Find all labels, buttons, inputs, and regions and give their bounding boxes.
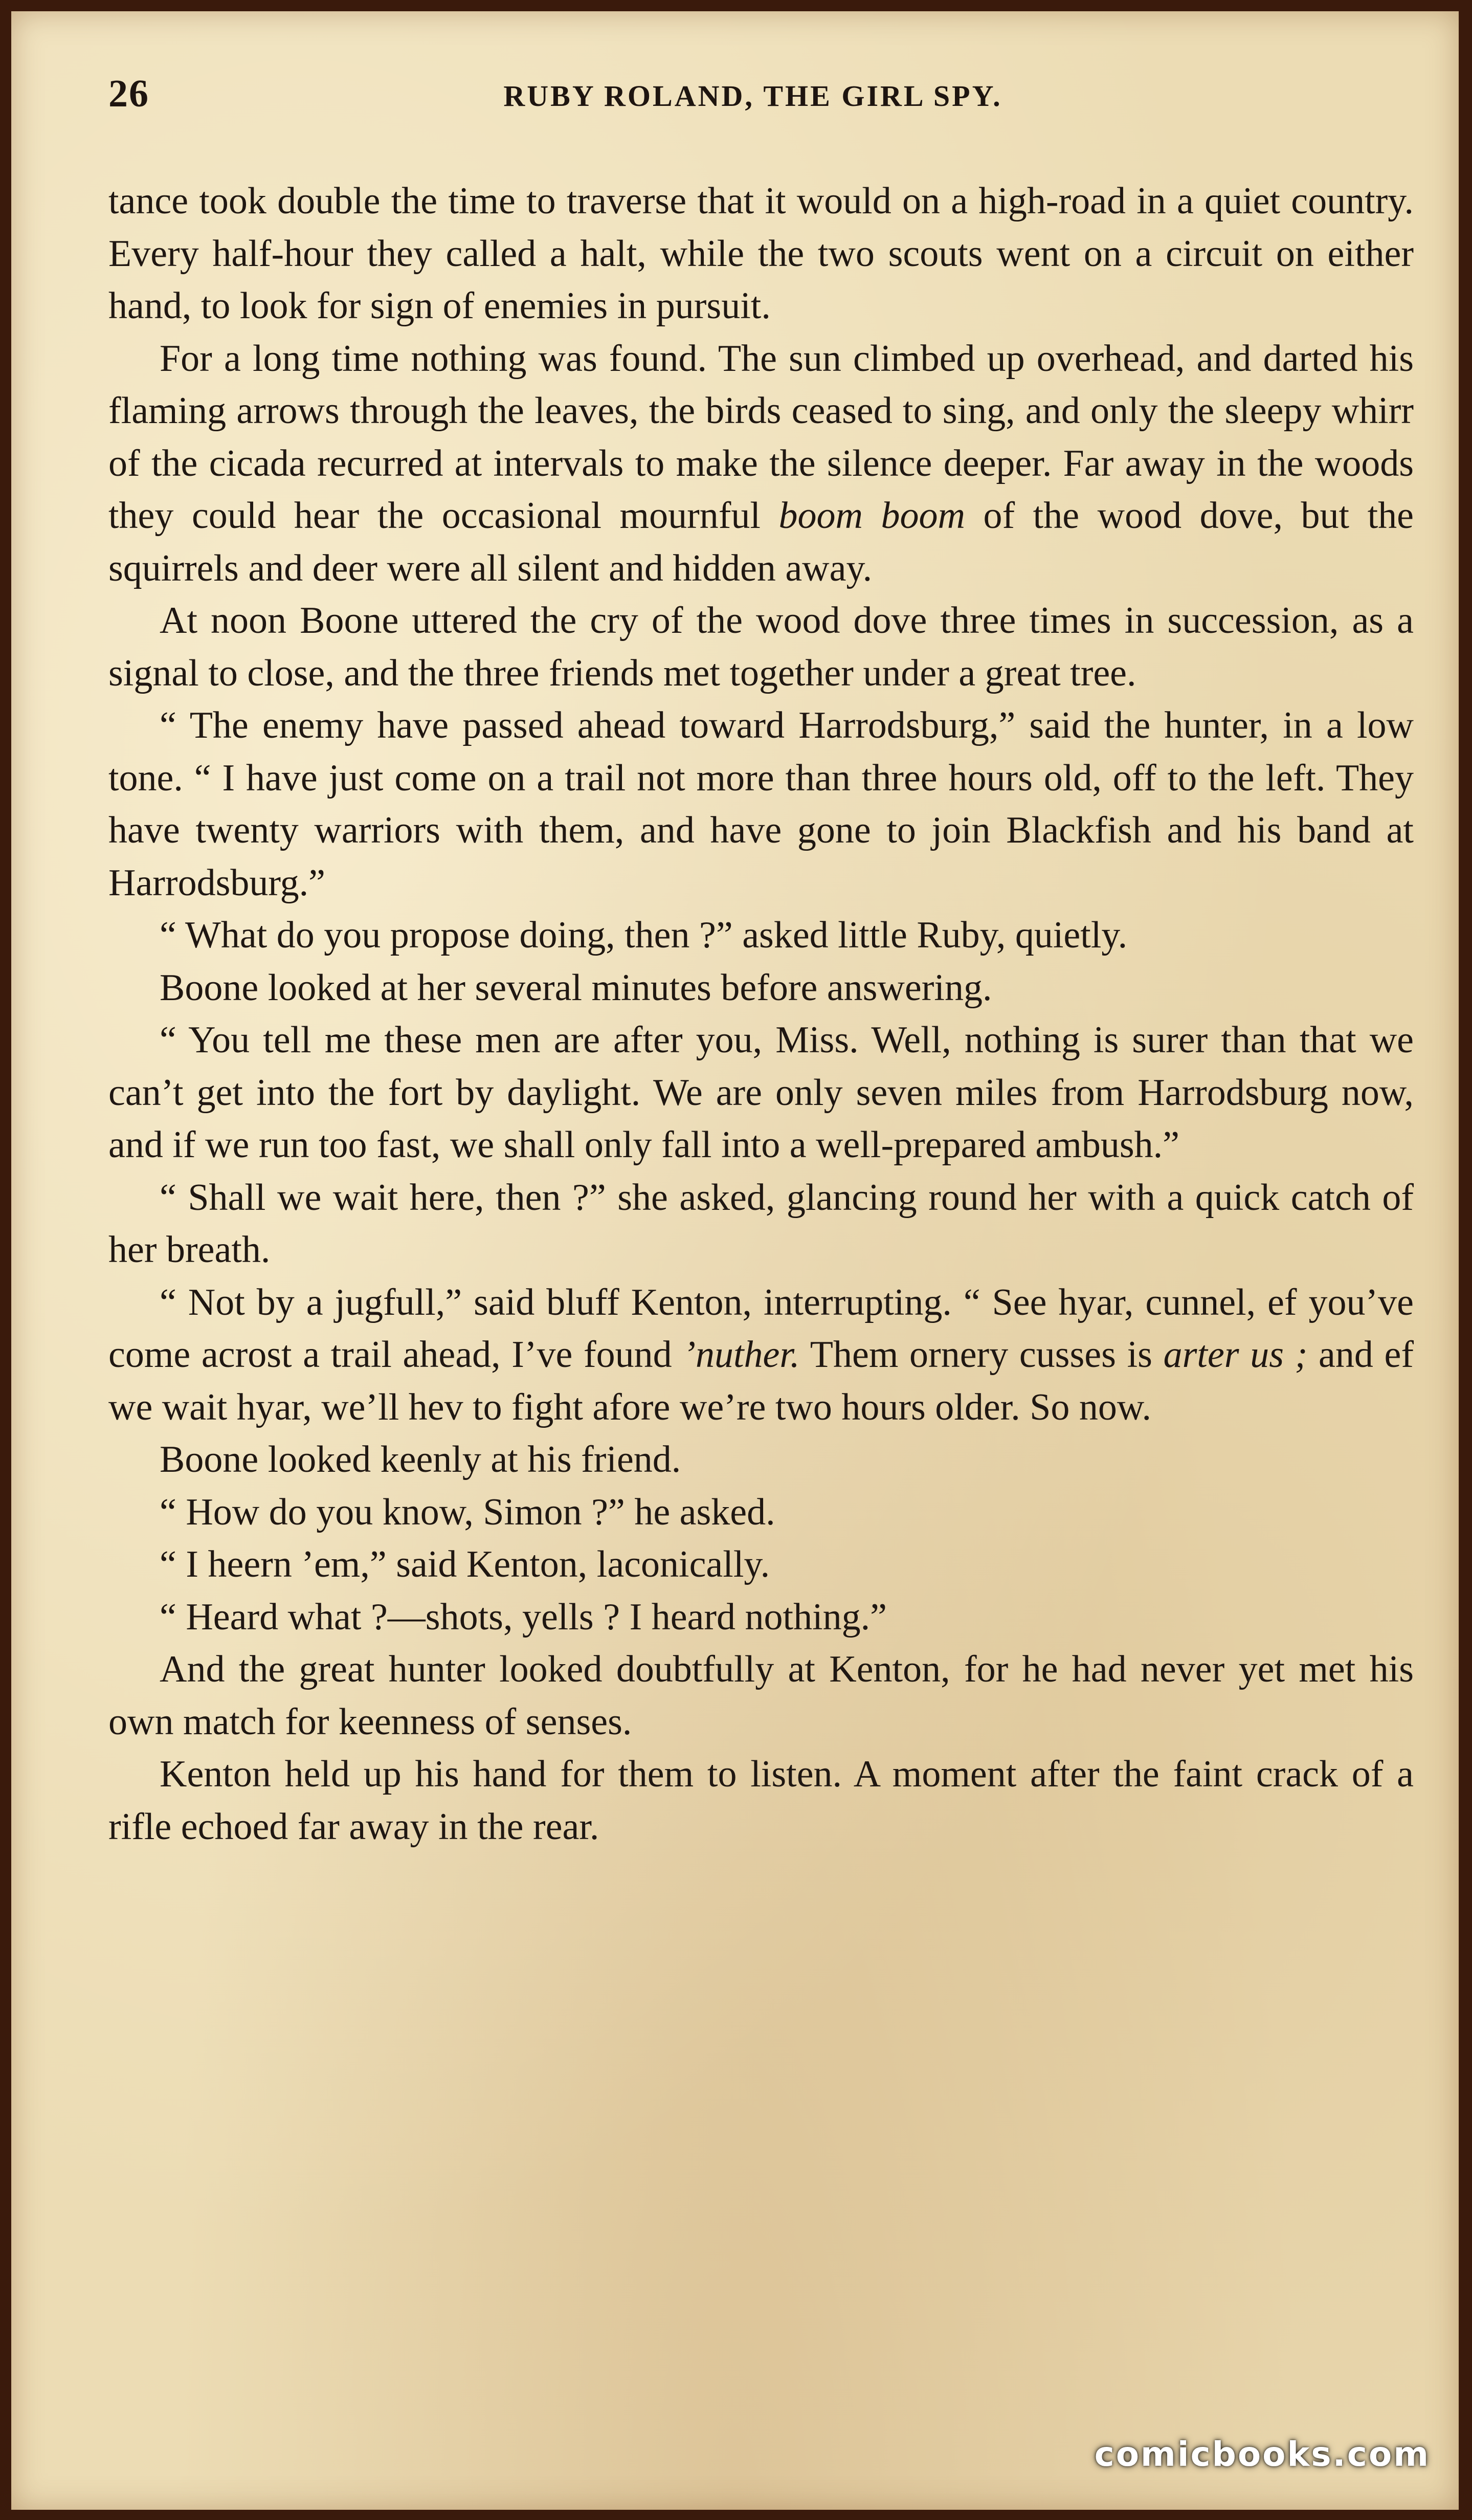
page-header bbox=[108, 72, 1397, 123]
paragraph-text: Boone looked at her several minutes before answering. bbox=[160, 966, 992, 1009]
paragraph-text: Kenton held up his hand for them to listen. A moment after the faint crack of a rifle echoed far away in the rear. bbox=[108, 1753, 1414, 1848]
paragraph-text: “ How do you know, Simon ?” he asked. bbox=[160, 1491, 775, 1533]
paragraph-text: and ef we wait hyar, we’ll hev to fight afore we’re two hours older. So now. bbox=[108, 1334, 1414, 1428]
body-text bbox=[108, 175, 1414, 1853]
paragraph bbox=[108, 1748, 1414, 1853]
paragraph bbox=[108, 1014, 1414, 1171]
paragraph bbox=[108, 1538, 1414, 1591]
paragraph-text: “ Shall we wait here, then ?” she asked, glancing round her with a quick catch of her breath. bbox=[108, 1176, 1414, 1271]
paragraph bbox=[108, 175, 1414, 333]
paragraph bbox=[108, 1276, 1414, 1434]
paragraph-text: And the great hunter looked doubtfully at Kenton, for he had never yet met his own match for keenness of senses. bbox=[108, 1648, 1414, 1743]
paragraph-text: “ What do you propose doing, then ?” asked little Ruby, quietly. bbox=[160, 914, 1128, 956]
paragraph bbox=[108, 909, 1414, 962]
paragraph bbox=[108, 1433, 1414, 1486]
paragraph-text: tance took double the time to traverse that it would on a high-road in a quiet country. Every half-hour they called a halt, while the two scouts went on a circuit on either hand, to look for sign of enemies in pursuit. bbox=[108, 180, 1414, 327]
paragraph bbox=[108, 333, 1414, 595]
paragraph-text: For a long time nothing was found. The sun climbed up overhead, and darted his flaming arrows through the leaves, the birds ceased to sing, and only the sleepy whirr of the cicada recurred at intervals to make the silence deeper. Far away in the woods they could hear the occasional mournful bbox=[108, 337, 1414, 537]
paragraph bbox=[108, 1486, 1414, 1539]
paragraph bbox=[108, 1171, 1414, 1276]
paragraph-text: Them ornery cusses is bbox=[799, 1334, 1164, 1376]
paragraph-text: of the wood dove, but the squirrels and deer were all silent and hidden away. bbox=[108, 495, 1414, 589]
paragraph-text: “ Not by a jugfull,” said bluff Kenton, interrupting. “ See hyar, cunnel, ef you’ve come acrost a trail ahead, I’ve found bbox=[108, 1281, 1414, 1376]
paragraph bbox=[108, 1591, 1414, 1644]
book-page bbox=[11, 11, 1459, 2510]
italic-text: arter us ; bbox=[1163, 1334, 1308, 1376]
italic-text: boom boom bbox=[778, 495, 965, 537]
page-number: 26 bbox=[108, 72, 149, 115]
paragraph-text: “ The enemy have passed ahead toward Harrodsburg,” said the hunter, in a low tone. “ I have just come on a trail not more than three hours old, off to the left. They have twenty warriors with them, and have gone to join Blackfish and his band at Harrodsburg.” bbox=[108, 704, 1414, 904]
paragraph-text: “ I heern ’em,” said Kenton, laconically. bbox=[160, 1543, 770, 1585]
running-title: RUBY ROLAND, THE GIRL SPY. bbox=[503, 79, 1002, 113]
paragraph-text: Boone looked keenly at his friend. bbox=[160, 1439, 681, 1480]
paragraph bbox=[108, 962, 1414, 1014]
paragraph-text: “ You tell me these men are after you, Miss. Well, nothing is surer than that we can’t get into the fort by daylight. We are only seven miles from Harrodsburg now, and if we run too fast, we shall only fall into a well-prepared ambush.” bbox=[108, 1019, 1414, 1166]
paragraph-text: At noon Boone uttered the cry of the wood dove three times in succession, as a signal to close, and the three friends met together under a great tree. bbox=[108, 600, 1414, 694]
paragraph-text: “ Heard what ?—shots, yells ? I heard nothing.” bbox=[160, 1596, 887, 1638]
paragraph bbox=[108, 594, 1414, 699]
watermark: comicbooks.com bbox=[1094, 2435, 1430, 2474]
paragraph bbox=[108, 1643, 1414, 1748]
paragraph bbox=[108, 699, 1414, 909]
italic-text: ’nuther. bbox=[683, 1334, 800, 1376]
